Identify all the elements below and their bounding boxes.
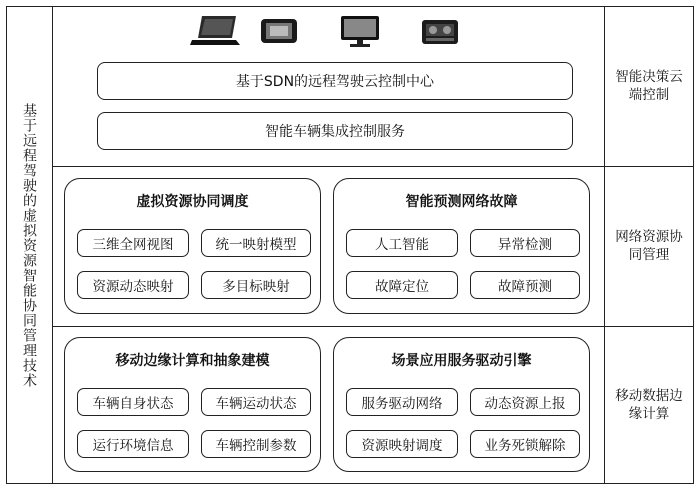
tablet-icon xyxy=(258,14,300,48)
layer3-label: 移动数据边缘计算 xyxy=(615,388,683,422)
layer-divider-1 xyxy=(52,166,694,167)
module-box: 多目标映射 xyxy=(201,271,311,299)
left-divider xyxy=(52,6,53,484)
system-title: 基于远程驾驶的虚拟资源智能协同管理技术 xyxy=(21,102,37,388)
module-box: 统一映射模型 xyxy=(201,229,311,257)
module-box: 资源动态映射 xyxy=(77,271,189,299)
module-box: 业务死锁解除 xyxy=(470,430,580,458)
module-box: 三维全网视图 xyxy=(77,229,189,257)
module-box: 故障预测 xyxy=(470,271,580,299)
vehicle-integrated-control-service xyxy=(97,112,573,150)
module-box: 运行环境信息 xyxy=(77,430,189,458)
module-box: 服务驱动网络 xyxy=(346,388,458,416)
network-fault-prediction-panel xyxy=(333,178,590,314)
module-box: 车辆运动状态 xyxy=(201,388,311,416)
vehicle-dashboard-icon xyxy=(420,14,460,48)
panel-title: 虚拟资源协同调度 xyxy=(136,194,249,210)
panel-title: 智能预测网络故障 xyxy=(405,194,518,210)
virtual-resource-scheduling-panel xyxy=(64,178,321,314)
module-box: 动态资源上报 xyxy=(470,388,580,416)
monitor-icon xyxy=(338,14,382,48)
layer1-label: 智能决策云端控制 xyxy=(615,69,683,103)
module-box: 车辆控制参数 xyxy=(201,430,311,458)
layer3-label-cell xyxy=(604,326,694,484)
module-box: 异常检测 xyxy=(470,229,580,257)
panel-title: 场景应用服务驱动引擎 xyxy=(391,353,532,369)
sdn-cloud-control-center xyxy=(97,62,573,100)
layer2-label: 网络资源协同管理 xyxy=(615,229,683,263)
mobile-edge-computing-panel xyxy=(64,337,321,472)
module-box: 故障定位 xyxy=(346,271,458,299)
panel-title: 移动边缘计算和抽象建模 xyxy=(115,353,270,369)
vehicle-integrated-control-service-label: 智能车辆集成控制服务 xyxy=(265,124,405,140)
layer-divider-2 xyxy=(52,326,694,327)
scenario-service-engine-panel xyxy=(333,337,590,472)
module-box: 车辆自身状态 xyxy=(77,388,189,416)
module-box: 资源映射调度 xyxy=(346,430,458,458)
left-title-column xyxy=(6,6,52,484)
sdn-cloud-control-center-label: 基于SDN的远程驾驶云控制中心 xyxy=(235,74,435,90)
layer1-label-cell xyxy=(604,6,694,166)
module-box: 人工智能 xyxy=(346,229,458,257)
layer2-label-cell xyxy=(604,166,694,326)
laptop-icon xyxy=(188,14,244,48)
